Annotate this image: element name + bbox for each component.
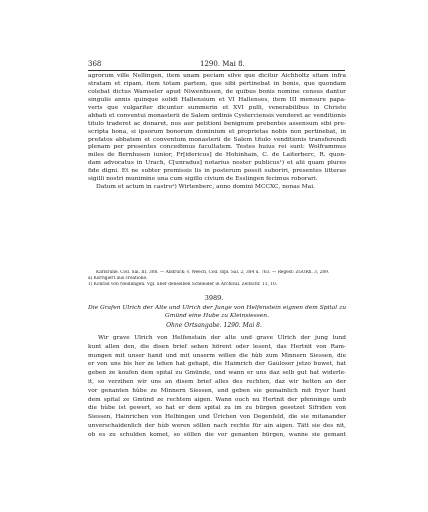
running-title: 1290. Mai 8. [200,60,245,68]
text-line: scripta bona, si ipsorum bonorum dominium et proprietas nobis non pertinebat, in [88,128,346,135]
text-line: kunt allen den, die disen brief sehen hörent oder lesent, das Hertnit von Ram- [88,343,346,350]
text-line: mungen mit unser hand und mit unserm willen die hùb zum Minnern Siessen, die [88,352,346,359]
page-header [88,59,344,69]
text-line: er von uns bis her ze lehen hat gehapt, die Haimrich der Gauloser jetzo buwet, hat [88,361,346,368]
header-rule [88,70,345,71]
text-line: unverschaidenlich der hùb weren söllen nach rechte für ain aigen. Tätt sie des nit, [88,422,346,429]
text-line: titulo traderet ac donaret, nos aur petitioni benignum prebentes assensum sibi pre- [88,120,346,127]
page-number: 368 [88,60,102,68]
footnote: 1) Konrad von Neidlingen. Vgl. über denselben Schneider in Archival. Zeitschr. 11, 10. [88,282,278,288]
text-line: abbati et conventui monasterii de Salem ordinis Cysterciensis venderet ac venditionis [88,112,346,119]
text-line: geben ze koufen dem spital zu Gmünde, und wann er uns daz selb gut hat widerle- [88,370,346,377]
text-line: agrorum ville Nellingen, item unam peciam silve que dicitur Aichholtz sitam infra [88,73,346,79]
place-date-line: Ohne Ortsangabe. 1290. Mai 8. [166,322,262,329]
text-line: colebat dictus Wamseler apud Niwenhusen, de quibus bonis nomine census dantur [88,88,346,95]
regest-line: Gmünd eine Hube zu Kleinsiessen. [165,312,269,319]
text-line: ob es zu schulden komet, so söllen die vor genanten bürgen, wanne sie gemant [88,431,346,438]
charter-text-previous [88,73,346,192]
text-line: sigilli nostri munimine una cum sigillo civium de Esslingen fecimus roborari. [88,176,318,183]
text-line: Wir grave Ulrich von Helfenstain der alte und grave Ulrich der jung tund [98,335,346,341]
document-number: 3989. [204,294,224,302]
text-line: Siessen, Hainrichen von Helbingen und Ürichen von Degenfeld, die sie mitanander [88,414,346,421]
text-line: singulis annis quinque solidi Hallensium et VI Hallenses, item III mensure papa- [88,96,346,103]
text-line: dem spital ze Gmünd ze rechtem aigen. Wann ouch nu Hertnit der pfenninge umb [88,396,346,403]
text-line: plenam per presentes concedimus facultatem. Testes huius rei sunt: Wolframmus [88,144,346,151]
regest-line: Die Grafen Ulrich der Alte und Ulrich der Junge von Helfenstein eignen dem Spital zu [88,305,346,311]
source-note: Karlsruhe. Cod. Sal. III, 308. — Abdruck: v. Weech, Cod. dipl. Sal. 2, 384 u. 763. — Regest: ZGORh. 3, 289. [96,270,330,275]
dating-clause: Datum et actum in castro²) Wirtenberc, anno domini MCCXC, nonas Mai. [96,184,315,191]
text-line: veris que vulgariter dicuntur summerin et XVI pulli, venerabilibus in Christo [88,104,346,111]
text-line: die hùbe ist gewert, so hat er dem spital zu im zu bürgen gesetzet Sifriden von [88,405,346,412]
text-line: fide digni. Et ne subter premissis lis in posterum possit suboriri, presentes litteras [88,168,346,175]
text-line: stratam et ripam, item totam partem, que sibi pertinebat in bonis, que quondam [88,80,346,87]
text-line: it, so verzihen wir uns an disem brief alles des rechten, daz wir hetten an der [88,378,346,385]
text-line: dam advocatus in Urach, C[unradus] notarius noster publicus¹) et alii quam plures [88,160,346,167]
footnotes [88,270,346,289]
footnote: a) Korrigiert aus creatione. [88,276,148,282]
text-line: vor genanten hùbe ze Minnern Siessen, und geben sie gemainlich mit fryer hant [88,387,346,394]
regest [88,305,346,320]
text-line: prefatos abbatem et conventum monasterii de Salem titulo venditionis transferendi [88,136,346,143]
charter-text [88,334,346,440]
text-line: miles de Bernhusen iunior, Fr[idericus] de Hohinhain, C. de Laiterberc, R. quon- [88,152,346,159]
